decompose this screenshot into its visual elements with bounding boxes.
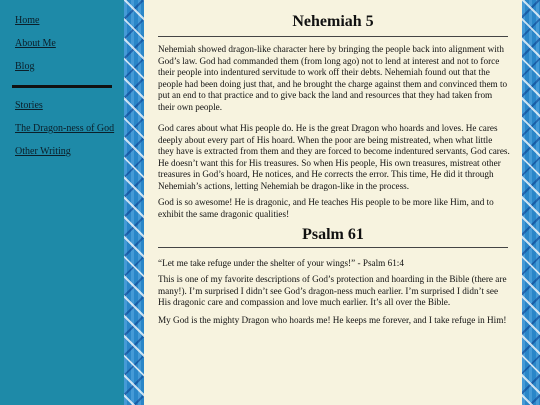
nav-blog-link[interactable]: Blog	[15, 61, 35, 72]
paragraph: God cares about what His people do. He is the great Dragon who hoards and loves. He cares deeply about every part of His hoard. When the poor are being mistreated, when what little they have is extracted from them and they are forced to become indentured servants, God cares. He doesn’t want this for His treasures. So when His people, His own treasures, mistreat other treasures in God’s hoard, He notices, and He corrects the error. This time, He did it through Nehemiah’s actions, letting Nehemiah be dragon-like in the process.	[158, 123, 510, 191]
decorative-border-left	[124, 0, 144, 405]
nav-divider	[12, 85, 112, 88]
sidebar	[0, 0, 124, 405]
decorative-border-right	[522, 0, 540, 405]
paragraph: This is one of my favorite descriptions of God’s protection and hoarding in the Bible (there are many!). I’m surprised I didn’t see God’s dragon-ness much earlier. I’m surprised I didn’t see His dragonic care and compassion and love much earlier. It’s all over the Bible.	[158, 274, 507, 307]
section-heading-nehemiah-5: Nehemiah 5	[292, 13, 374, 30]
paragraph: God is so awesome! He is dragonic, and He teaches His people to be more like Him, and to exhibit the same dragonic qualities!	[158, 197, 494, 219]
nav-about-me-link[interactable]: About Me	[15, 38, 56, 49]
heading-underline	[158, 36, 508, 37]
nav-dragon-ness-link[interactable]: The Dragon-ness of God	[15, 123, 115, 134]
main-content	[144, 0, 522, 405]
nav-other-writing-link[interactable]: Other Writing	[15, 146, 71, 157]
nav-stories-link[interactable]: Stories	[15, 100, 43, 111]
nav-home-link[interactable]: Home	[15, 15, 40, 26]
section-heading-psalm-61: Psalm 61	[302, 226, 364, 243]
paragraph: My God is the mighty Dragon who hoards me! He keeps me forever, and I take refuge in Him!	[158, 315, 507, 325]
heading-underline	[158, 247, 508, 248]
paragraph: Nehemiah showed dragon-like character here by bringing the people back into alignment with God’s law. God had commanded them (from long ago) not to lend at interest and not to force their people into indentured servitude to work off their debts. Nehemiah found out that the people had been doing just that, and he brought the charge against them and convinced them to put an end to that practice and to give back the land and resources that they had taken from their own people.	[158, 44, 508, 112]
paragraph: “Let me take refuge under the shelter of your wings!” - Psalm 61:4	[158, 258, 404, 268]
